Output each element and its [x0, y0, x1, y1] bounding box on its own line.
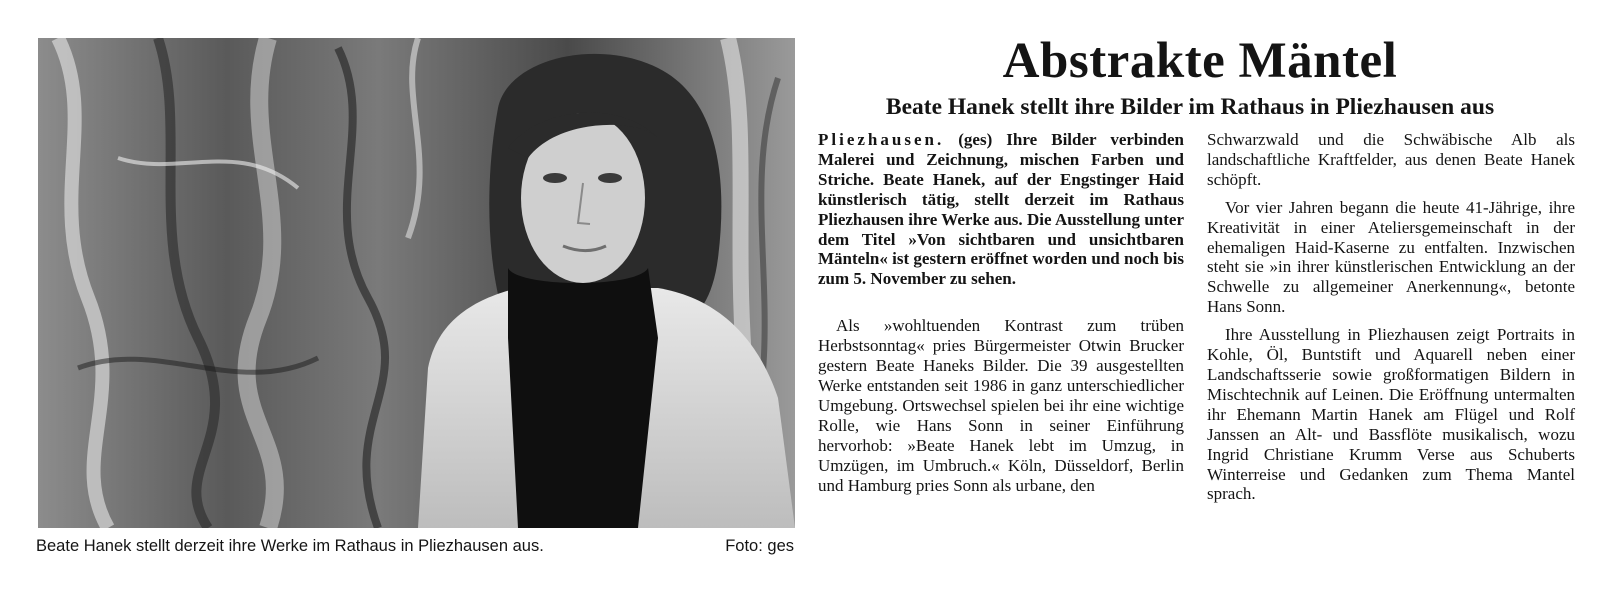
body-paragraph-4: Ihre Ausstellung in Pliezhausen zeigt Portraits in Kohle, Öl, Buntstift und Aquarell neben einer Landschaftsserie sowie großformatigen Bildern in Mischtechnik auf Leinen. Die Eröffnung untermalten ihr Ehemann Martin Hanek am Flügel und Rolf Janssen an Alt- und Bassflöte musikalisch, wozu Ingrid Christiane Krumm Verse aus Schuberts Winterreise und Gedanken zum Thema Mantel sprach. [1207, 325, 1575, 504]
body-paragraph-3: Vor vier Jahren begann die heute 41-Jährige, ihre Kreativität in einer Ateliersgemeinschaft in der ehemaligen Haid-Kaserne zu entfalten. Inzwischen steht sie »in ihrer künstlerischen Entwicklung an der Schwelle zu allgemeiner Anerkennung«, betonte Hans Sonn. [1207, 197, 1575, 317]
lead-text: (ges) Ihre Bilder verbinden Malerei und Zeichnung, mischen Farben und Striche. Beate Hanek, auf der Engstinger Haid künstlerisch tätig, stellt derzeit im Rathaus Pliezhausen ihre Werke aus. Die Ausstellung unter dem Titel »Von sichtbaren und unsichtbaren Mänteln« ist gestern eröffnet worden und noch bis zum 5. November zu sehen. [818, 130, 1184, 289]
article-column-2 [1207, 130, 1575, 504]
article-photo [38, 38, 795, 528]
body-paragraph-1: Als »wohltuenden Kontrast zum trüben Herbstsonntag« pries Bürgermeister Otwin Brucker gestern Beate Haneks Bilder. Die 39 ausgestellten Werke entstanden seit 1986 in ganz unterschiedlicher Umgebung. Ortswechsel spielen bei ihr eine wichtige Rolle, wie Hans Sonn in seiner Einführung hervorhob: »Beate Hanek lebt im Umzug, in Umzügen, im Umbruch.« Köln, Düsseldorf, Berlin und Hamburg pries Sonn als urbane, den [818, 316, 1184, 495]
article-subheadline: Beate Hanek stellt ihre Bilder im Rathaus in Pliezhausen aus [885, 94, 1495, 120]
article-lead [818, 130, 1184, 289]
dateline: Pliezhausen. [818, 130, 945, 149]
photo-credit: Foto: ges [725, 537, 794, 555]
photo-caption [36, 536, 794, 556]
caption-text: Beate Hanek stellt derzeit ihre Werke im Rathaus in Pliezhausen aus. [36, 537, 544, 555]
article-headline: Abstrakte Mäntel [1002, 33, 1398, 89]
body-paragraph-2: Schwarzwald und die Schwäbische Alb als landschaftliche Kraftfelder, aus denen Beate Hanek schöpft. [1207, 130, 1575, 189]
article-column-1 [818, 130, 1184, 495]
portrait-image [38, 38, 795, 528]
